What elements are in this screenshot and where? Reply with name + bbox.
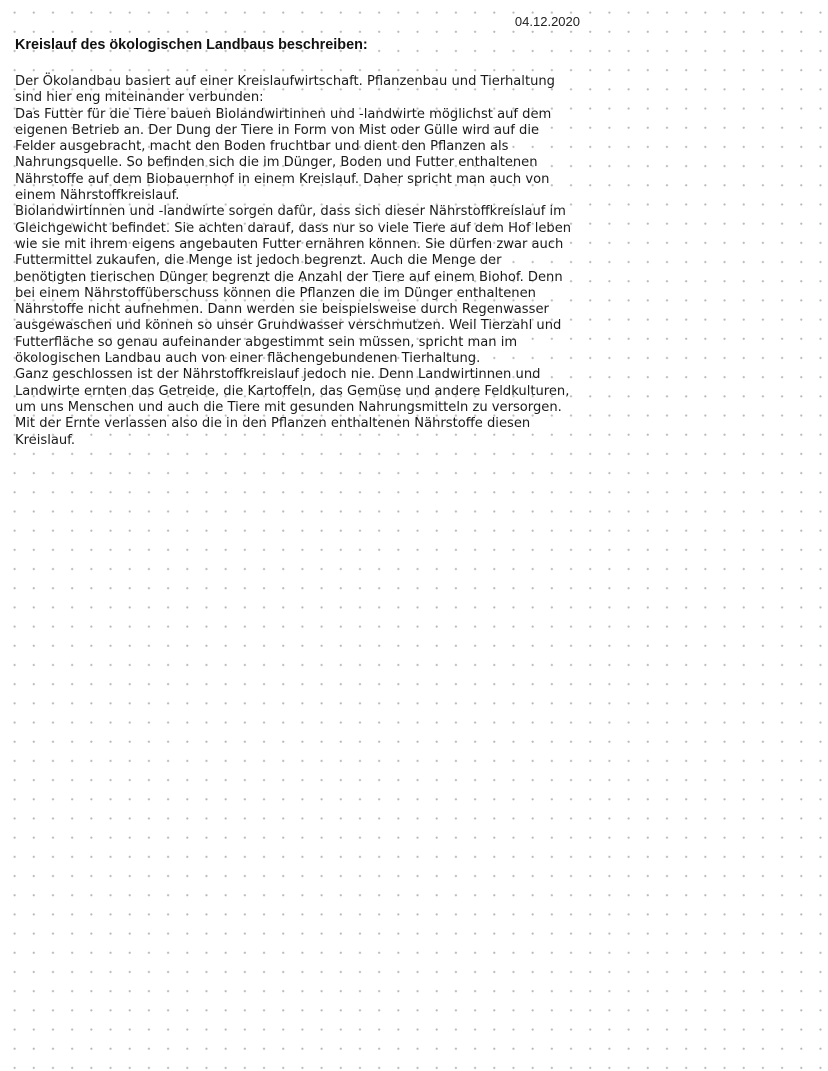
text-line: Landwirte ernten das Getreide, die Kartoffeln, das Gemüse und andere Feldkulturen, bbox=[15, 383, 570, 399]
text-line: Ganz geschlossen ist der Nährstoffkreislauf jedoch nie. Denn Landwirtinnen und bbox=[15, 367, 541, 383]
text-line: Biolandwirtinnen und -landwirte sorgen dafür, dass sich dieser Nährstoffkreislauf im bbox=[15, 204, 566, 220]
body-text bbox=[15, 74, 605, 449]
date-label: 04.12.2020 bbox=[514, 14, 580, 29]
text-line: Nährstoffe nicht aufnehmen. Dann werden sie beispielsweise durch Regenwasser bbox=[15, 302, 549, 318]
text-line: Felder ausgebracht, macht den Boden fruchtbar und dient den Pflanzen als bbox=[15, 139, 509, 155]
text-line: Gleichgewicht befindet. Sie achten darauf, dass nur so viele Tiere auf dem Hof leben bbox=[15, 220, 572, 236]
page-title: Kreislauf des ökologischen Landbaus beschreiben: bbox=[15, 37, 368, 53]
text-line: Futtermittel zukaufen, die Menge ist jedoch begrenzt. Auch die Menge der bbox=[15, 253, 502, 269]
text-line: eigenen Betrieb an. Der Dung der Tiere in Form von Mist oder Gülle wird auf die bbox=[15, 122, 540, 138]
text-line: Nährstoffe auf dem Biobauernhof in einem Kreislauf. Daher spricht man auch von bbox=[15, 171, 550, 187]
text-line: ökologischen Landbau auch von einer flächengebundenen Tierhaltung. bbox=[15, 351, 481, 367]
text-line: Mit der Ernte verlassen also die in den Pflanzen enthaltenen Nährstoffe diesen bbox=[15, 416, 531, 432]
text-line: Nahrungsquelle. So befinden sich die im Dünger, Boden und Futter enthaltenen bbox=[15, 155, 538, 171]
text-line: Das Futter für die Tiere bauen Biolandwirtinnen und -landwirte möglichst auf dem bbox=[15, 106, 552, 122]
text-line: sind hier eng miteinander verbunden: bbox=[15, 90, 264, 106]
text-line: Kreislauf. bbox=[15, 432, 75, 448]
text-line: Der Ökolandbau basiert auf einer Kreislaufwirtschaft. Pflanzenbau und Tierhaltung bbox=[15, 74, 555, 89]
text-line: bei einem Nährstoffüberschuss können die Pflanzen die im Dünger enthaltenen bbox=[15, 285, 536, 301]
text-line: wie sie mit ihrem eigens angebauten Futter ernähren können. Sie dürfen zwar auch bbox=[15, 236, 564, 252]
text-line: benötigten tierischen Dünger begrenzt die Anzahl der Tiere auf einem Biohof. Denn bbox=[15, 269, 563, 285]
text-line: um uns Menschen und auch die Tiere mit gesunden Nahrungsmitteln zu versorgen. bbox=[15, 399, 562, 415]
text-line: einem Nährstoffkreislauf. bbox=[15, 188, 180, 204]
text-line: Futterfläche so genau aufeinander abgestimmt sein müssen, spricht man im bbox=[15, 334, 518, 350]
text-line: ausgewaschen und können so unser Grundwasser verschmutzen. Weil Tierzahl und bbox=[15, 318, 562, 334]
